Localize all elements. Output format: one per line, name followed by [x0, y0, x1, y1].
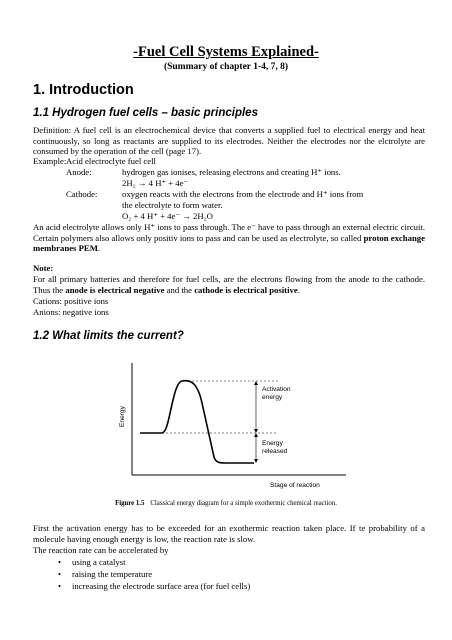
section-heading-introduction: 1. Introduction: [33, 82, 134, 98]
cathode-label: Cathode:: [66, 189, 98, 199]
note-paragraph: For all primary batteries and therefore for fuel cells, are the electrons flowing from the anode to the cathode. Thus the anode is electrical negative and the cathode is electrical positive.: [33, 274, 425, 295]
bullet-glyph: •: [58, 569, 62, 579]
released-label-line2: released: [262, 448, 288, 455]
subsection-heading-basic-principles: 1.1 Hydrogen fuel cells – basic principles: [33, 107, 258, 119]
definition-paragraph: Definition: A fuel cell is an electrochemical device that converts a supplied fuel to electrical energy and heat continuously, so long as reactants are supplied to its electrodes. Neither the electrodes nor the elctrolyte are consumed by the operation of the cell (page 17).: [33, 125, 425, 157]
reaction-rate-intro: The reaction rate can be accelerated by: [33, 545, 169, 555]
example-text: Acid electroclyte fuel cell: [66, 156, 156, 166]
acid-electrolyte-paragraph: An acid electrolyte allows only H⁺ ions to pass through. The e⁻ have to pass through an external electric circuit. Certain polymers also allows only positiv ions to pass and can be used as electrolyte, so called proton exchange membranes PEM.: [33, 222, 425, 254]
anode-label: Anode:: [66, 167, 92, 177]
figure-number: Figure 1.5: [115, 500, 145, 507]
list-item: using a catalyst: [72, 557, 126, 567]
cathode-positive-term: cathode is electrical positive: [194, 284, 298, 295]
activation-label-line2: energy: [262, 394, 283, 401]
anions-definition: Anions: negative ions: [33, 307, 109, 317]
activation-label-line1: Activation: [262, 386, 291, 393]
figure-caption-text: Classical energy diagram for a simple exothermic chemical reaction.: [150, 500, 337, 507]
bullet-glyph: •: [58, 557, 62, 567]
cations-definition: Cations: positive ions: [33, 296, 109, 306]
list-item: raising the temperature: [72, 569, 153, 579]
cathode-text-line1: oxygen reacts with the electrons from the electrode and H⁺ ions from: [122, 189, 364, 199]
bullet-glyph: •: [58, 581, 62, 591]
document-title: -Fuel Cell Systems Explained-: [133, 44, 319, 60]
anode-equation: 2H₂ → 4 H⁺ + 4e⁻: [122, 178, 189, 188]
y-axis-label: Energy: [119, 406, 126, 427]
figure-caption: [0, 500, 452, 507]
pem-term: proton exchange membranes PEM: [33, 232, 425, 254]
energy-curve: [140, 381, 254, 463]
released-label-line1: Energy: [262, 440, 283, 447]
note-label: Note:: [33, 263, 54, 273]
activation-paragraph: First the activation energy has to be exceeded for an exothermic reaction taken place. If te probability of a molecule having enough energy is low, the reaction rate is slow.: [33, 523, 425, 544]
x-axis-label: Stage of reaction: [270, 482, 320, 489]
cathode-text-line2: the electrolyte to form water.: [122, 200, 223, 210]
document-subtitle: (Summary of chapter 1-4, 7, 8): [163, 62, 289, 72]
energy-diagram-figure: [110, 355, 350, 495]
subsection-heading-current-limits: 1.2 What limits the current?: [33, 330, 184, 342]
list-item: increasing the electrode surface area (for fuel cells): [72, 581, 251, 591]
anode-negative-term: anode is electrical negative: [65, 284, 165, 295]
example-label: Example:: [33, 156, 67, 166]
anode-text: hydrogen gas ionises, releasing electrons and creating H⁺ ions.: [122, 167, 341, 177]
cathode-equation: O₂ + 4 H⁺ + 4e⁻ → 2H₂O: [122, 211, 213, 221]
